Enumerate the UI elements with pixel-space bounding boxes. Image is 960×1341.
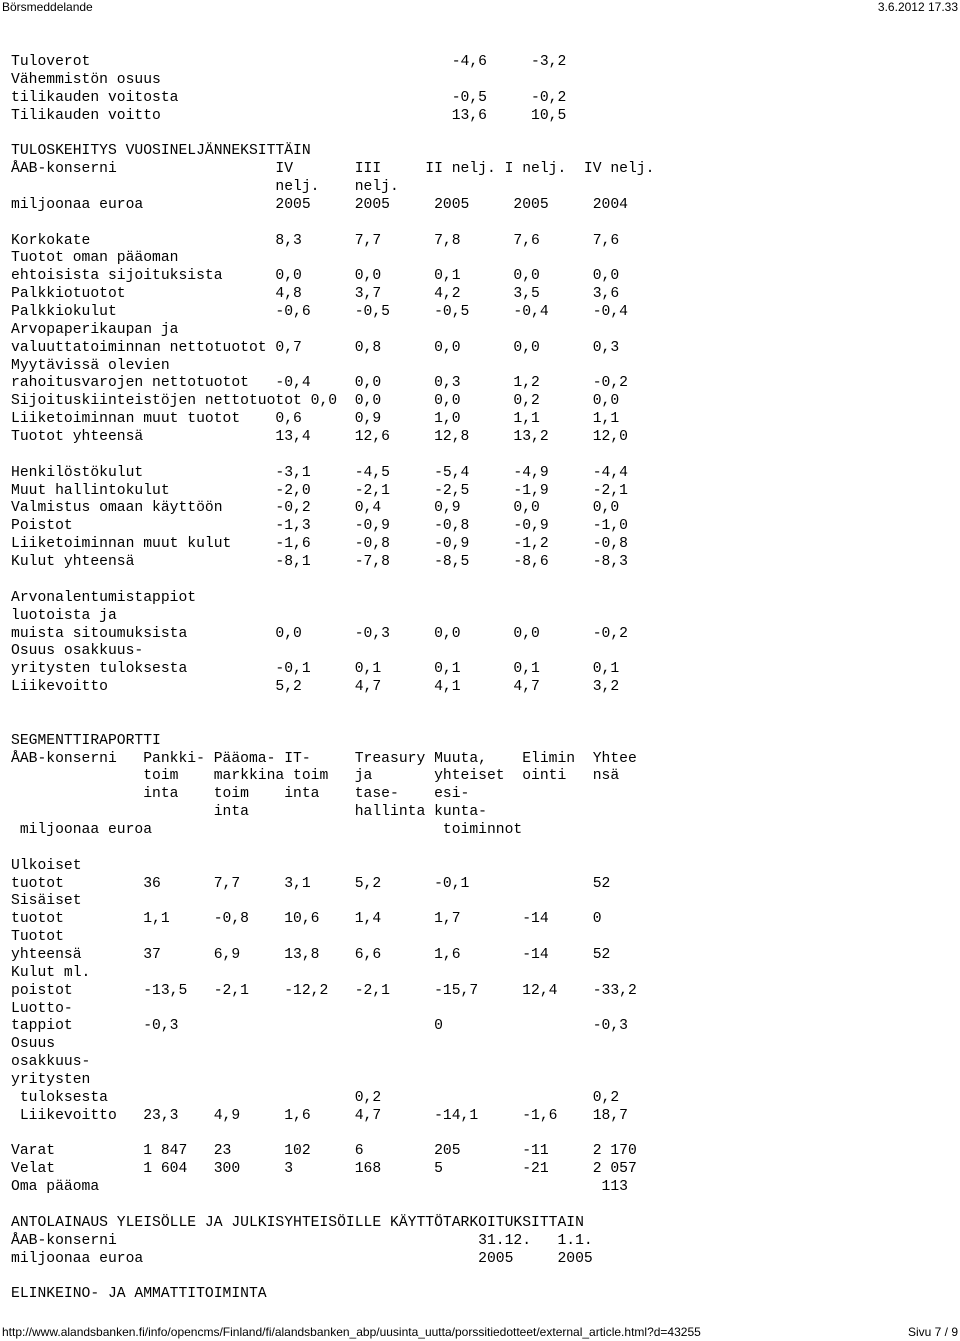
text-line [11, 840, 654, 858]
text-line: Varat 1 847 23 102 6 205 -11 2 170 [11, 1143, 637, 1160]
text-line: Velat 1 604 300 3 168 5 -21 2 057 [11, 1161, 637, 1178]
text-line: TULOSKEHITYS VUOSINELJÄNNEKSITTÄIN [11, 143, 311, 160]
text-line: Tuotot yhteensä 13,4 12,6 12,8 13,2 12,0 [11, 429, 628, 446]
text-line: valuuttatoiminnan nettotuotot 0,7 0,8 0,0 0,0 0,3 [11, 339, 620, 356]
text-line: inta toim inta tase- esi- [11, 786, 470, 803]
page-number: Sivu 7 / 9 [907, 1325, 958, 1339]
text-line: Palkkiokulut -0,6 -0,5 -0,5 -0,4 -0,4 [11, 304, 628, 321]
text-line: Tuotot oman pääoman [11, 250, 179, 267]
text-line [11, 697, 654, 715]
text-line: tuotot 1,1 -0,8 10,6 1,4 1,7 -14 0 [11, 911, 602, 928]
text-line [11, 1126, 654, 1144]
text-line: Henkilöstökulut -3,1 -4,5 -5,4 -4,9 -4,4 [11, 464, 628, 481]
text-line: ehtoisista sijoituksista 0,0 0,0 0,1 0,0 0,0 [11, 268, 620, 285]
text-line: ÅAB-konserni 31.12. 1.1. [11, 1232, 593, 1249]
source-url: http://www.alandsbanken.fi/info/opencms/Finland/fi/alandsbanken_abp/uusinta_uutta/porssitiedotteet/external_article.html?d=43255 [2, 1325, 701, 1339]
page-footer [0, 1325, 960, 1339]
text-line: Oma pääoma 113 [11, 1179, 628, 1196]
text-line [11, 572, 654, 590]
text-line: toim markkina toim ja yhteiset ointi nsä [11, 768, 620, 785]
page-header [0, 0, 960, 14]
report-body [11, 54, 654, 1304]
text-line: Liikevoitto 23,3 4,9 1,6 4,7 -14,1 -1,6 18,7 [11, 1107, 628, 1124]
text-line: Palkkiotuotot 4,8 3,7 4,2 3,5 3,6 [11, 286, 620, 303]
document-title: Börsmeddelande [2, 0, 93, 14]
text-line: Arvonalentumistappiot [11, 589, 197, 606]
text-line: Kulut yhteensä -8,1 -7,8 -8,5 -8,6 -8,3 [11, 554, 628, 571]
text-line: Myytävissä olevien [11, 357, 170, 374]
text-line: SEGMENTTIRAPORTTI [11, 732, 161, 749]
text-line: Poistot -1,3 -0,9 -0,8 -0,9 -1,0 [11, 518, 628, 535]
text-line: Tuloverot -4,6 -3,2 [11, 54, 567, 70]
text-line: Tuotot [11, 929, 64, 946]
text-line: Kulut ml. [11, 964, 91, 981]
text-line: inta hallinta kunta- [11, 804, 487, 821]
text-line: yritysten tuloksesta -0,1 0,1 0,1 0,1 0,1 [11, 661, 620, 678]
text-line: ÅAB-konserni IV III II nelj. I nelj. IV nelj. [11, 161, 655, 178]
text-line: ÅAB-konserni Pankki- Pääoma- IT- Treasury Muuta, Elimin Yhtee [11, 750, 637, 767]
text-line: tappiot -0,3 0 -0,3 [11, 1018, 628, 1035]
text-line [11, 1197, 654, 1215]
text-line: Luotto- [11, 1000, 73, 1017]
text-line: luotoista ja [11, 607, 117, 624]
text-line: ANTOLAINAUS YLEISÖLLE JA JULKISYHTEISÖILLE KÄYTTÖTARKOITUKSITTAIN [11, 1214, 584, 1231]
text-line: Liiketoiminnan muut kulut -1,6 -0,8 -0,9 -1,2 -0,8 [11, 536, 628, 553]
text-line: Korkokate 8,3 7,7 7,8 7,6 7,6 [11, 232, 620, 249]
text-line: osakkuus- [11, 1054, 91, 1071]
text-line: Osuus [11, 1036, 56, 1053]
text-line: Muut hallintokulut -2,0 -2,1 -2,5 -1,9 -2,1 [11, 482, 628, 499]
text-line: tuloksesta 0,2 0,2 [11, 1089, 620, 1106]
text-line: Sijoituskiinteistöjen nettotuotot 0,0 0,0 0,0 0,2 0,0 [11, 393, 620, 410]
text-line: Vähemmistön osuus [11, 71, 161, 88]
text-line: Ulkoiset [11, 857, 82, 874]
text-line [11, 125, 654, 143]
print-datetime: 3.6.2012 17.33 [877, 0, 958, 14]
text-line: nelj. nelj. [11, 179, 399, 196]
text-line [11, 447, 654, 465]
text-line: Sisäiset [11, 893, 82, 910]
text-line: muista sitoumuksista 0,0 -0,3 0,0 0,0 -0,2 [11, 625, 628, 642]
text-line: miljoonaa euroa toiminnot [11, 821, 523, 838]
text-line: miljoonaa euroa 2005 2005 2005 2005 2004 [11, 196, 628, 213]
text-line: tuotot 36 7,7 3,1 5,2 -0,1 52 [11, 875, 611, 892]
text-line [11, 1268, 654, 1286]
text-line: miljoonaa euroa 2005 2005 [11, 1250, 593, 1267]
text-line: rahoitusvarojen nettotuotot -0,4 0,0 0,3 1,2 -0,2 [11, 375, 628, 392]
text-line: Valmistus omaan käyttöön -0,2 0,4 0,9 0,0 0,0 [11, 500, 620, 517]
text-line: ELINKEINO- JA AMMATTITOIMINTA [11, 1286, 267, 1303]
text-line: Liikevoitto 5,2 4,7 4,1 4,7 3,2 [11, 679, 620, 696]
text-line [11, 215, 654, 233]
text-line: Arvopaperikaupan ja [11, 321, 179, 338]
text-line: Osuus osakkuus- [11, 643, 144, 660]
text-line [11, 715, 654, 733]
text-line: poistot -13,5 -2,1 -12,2 -2,1 -15,7 12,4 -33,2 [11, 982, 637, 999]
text-line: Tilikauden voitto 13,6 10,5 [11, 107, 567, 124]
text-line: yhteensä 37 6,9 13,8 6,6 1,6 -14 52 [11, 946, 611, 963]
text-line: tilikauden voitosta -0,5 -0,2 [11, 89, 567, 106]
text-line: Liiketoiminnan muut tuotot 0,6 0,9 1,0 1,1 1,1 [11, 411, 620, 428]
text-line: yritysten [11, 1071, 91, 1088]
